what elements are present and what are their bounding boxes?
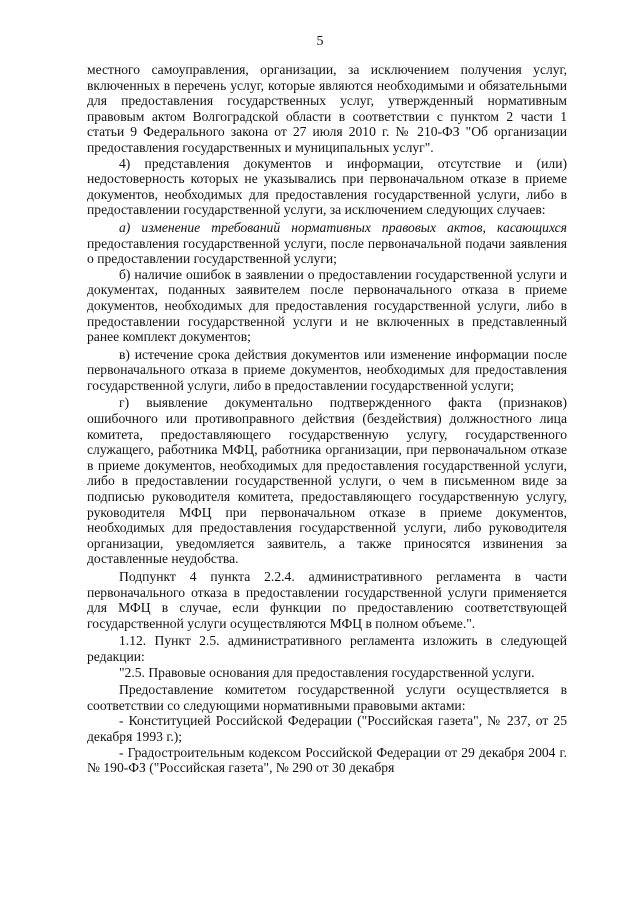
paragraph-case-a bbox=[87, 220, 567, 267]
page-number: 5 bbox=[316, 34, 324, 49]
document-body bbox=[87, 62, 567, 776]
paragraph-case-g: г) выявление документально подтвержденного факта (признаков) ошибочного или противоправного действия (бездействия) должностного лица комитета, предоставляющего государственную услугу, государственного служащего, работника МФЦ, работника организации, при первоначальном отказе в приеме документов, необходимых для предоставления государственной услуги, либо в предоставлении государственной услуги, о чем в письменном виде за подписью руководителя комитета, предоставляющего государственную услугу, руководителя МФЦ при первоначальном отказе в приеме документов, необходимых для предоставления государственной услуги, либо руководителя организации, уведомляется заявитель, а также приносятся извинения за доставленные неудобства. bbox=[87, 395, 567, 567]
list-item-urban-planning-code: - Градостроительным кодексом Российской Федерации от 29 декабря 2004 г. № 190-ФЗ ("Российская газета", № 290 от 30 декабря bbox=[87, 744, 567, 776]
paragraph-case-v: в) истечение срока действия документов или изменение информации после первоначального отказа в приеме документов, необходимых для предоставления государственной услуги, либо в предоставлении государственной услуги; bbox=[87, 346, 567, 393]
case-a-text: предоставления государственной услуги, после первоначальной подачи заявления о предоставлении государственной услуги; bbox=[87, 235, 567, 267]
case-a-italic-text: а) изменение требований нормативных правовых актов, касающихся bbox=[119, 219, 567, 235]
paragraph-case-b: б) наличие ошибок в заявлении о предоставлении государственной услуги и документах, поданных заявителем после первоначального отказа в приеме документов, необходимых для предоставления государственной услуги, либо в предоставлении государственной услуги и не включенных в представленный ранее комплект документов; bbox=[87, 266, 567, 345]
paragraph-legal-basis-intro: Предоставление комитетом государственной услуги осуществляется в соответствии со следующими нормативными правовыми актами: bbox=[87, 682, 567, 713]
paragraph-subclause-note: Подпункт 4 пункта 2.2.4. административного регламента в части первоначального отказа в предоставлении государственной услуги применяется для МФЦ в случае, если функции по предоставлению соответствующей государственной услуги осуществляются МФЦ в полном объеме.". bbox=[87, 569, 567, 631]
paragraph-continuation: местного самоуправления, организации, за исключением получения услуг, включенных в перечень услуг, которые являются необходимыми и обязательными для предоставления государственных услуг, утвержденный нормативным правовым актом Волгоградской области в соответствии с пунктом 2 части 1 статьи 9 Федерального закона от 27 июля 2010 г. № 210-ФЗ "Об организации предоставления государственных и муниципальных услуг". bbox=[87, 62, 567, 155]
paragraph-item-4: 4) представления документов и информации, отсутствие и (или) недостоверность которых не указывались при первоначальном отказе в приеме документов, необходимых для предоставления государственной услуги, либо в предоставлении государственной услуги, за исключением следующих случаев: bbox=[87, 155, 567, 218]
paragraph-section-2-5-heading: "2.5. Правовые основания для предоставления государственной услуги. bbox=[119, 664, 535, 680]
list-item-constitution: - Конституцией Российской Федерации ("Российская газета", № 237, от 25 декабря 1993 г.); bbox=[87, 713, 567, 744]
paragraph-amendment-1-12: 1.12. Пункт 2.5. административного регламента изложить в следующей редакции: bbox=[87, 633, 567, 664]
